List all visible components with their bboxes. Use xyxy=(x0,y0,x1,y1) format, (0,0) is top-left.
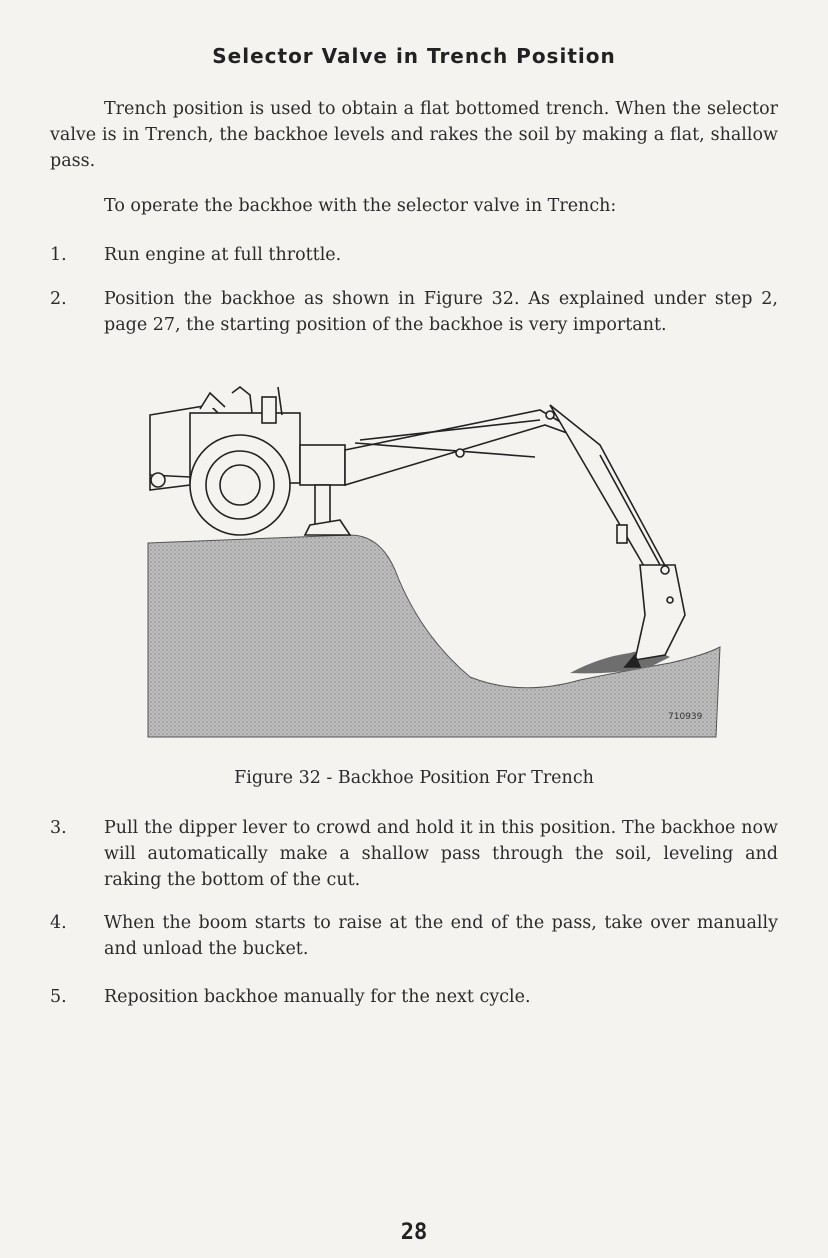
section-title: Selector Valve in Trench Position xyxy=(212,44,616,68)
step-text: Run engine at full throttle. xyxy=(104,245,342,265)
figure-caption: Figure 32 - Backhoe Position For Trench xyxy=(234,768,594,788)
step-text: Pull the dipper lever to crowd and hold it in this position. The backhoe now will automatically make a shallow pass through the soil, leveling and raking the bottom of the cut. xyxy=(104,818,778,890)
intro-paragraph: Trench position is used to obtain a flat bottomed trench. When the selector valve is in Trench, the backhoe levels and rakes the soil by making a flat, shallow pass. xyxy=(50,99,778,171)
ground-soil xyxy=(148,535,720,737)
step-text: When the boom starts to raise at the end of the pass, take over manually and unload the bucket. xyxy=(104,913,778,959)
step-number: 3. xyxy=(50,818,67,838)
step-text: Reposition backhoe manually for the next cycle. xyxy=(104,987,531,1007)
step-number: 1. xyxy=(50,245,67,265)
instruction-paragraph: To operate the backhoe with the selector valve in Trench: xyxy=(104,196,617,216)
step-number: 2. xyxy=(50,289,67,309)
step-number: 5. xyxy=(50,987,67,1007)
backhoe-trench-figure xyxy=(130,385,730,745)
figure-code: 710939 xyxy=(668,712,703,722)
page-number: 28 xyxy=(400,1220,428,1245)
step-text: Position the backhoe as shown in Figure 32. As explained under step 2, page 27, the starting position of the backhoe is very important. xyxy=(104,289,778,335)
tractor xyxy=(150,387,350,535)
step-number: 4. xyxy=(50,913,67,933)
